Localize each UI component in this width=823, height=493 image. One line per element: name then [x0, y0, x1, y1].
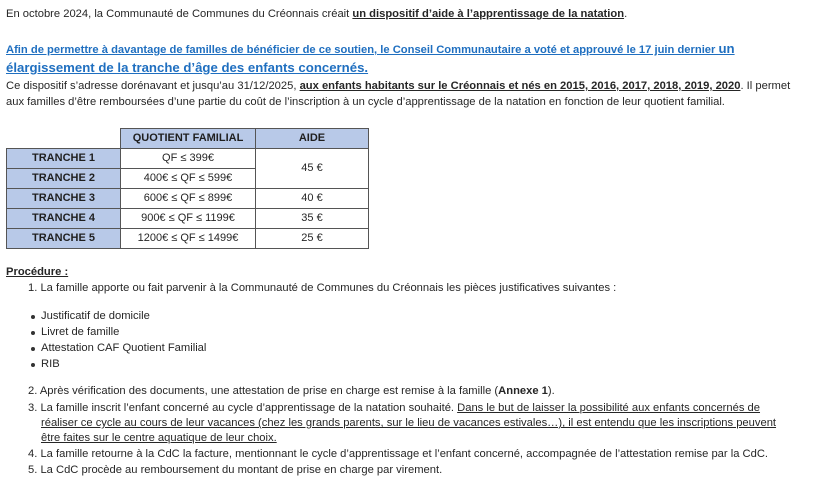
qf-range: QF ≤ 399€ [121, 149, 256, 169]
step-2 [28, 384, 555, 399]
bullet-icon [31, 363, 35, 367]
bullet-icon [31, 331, 35, 335]
bullet-icon [31, 347, 35, 351]
intro-paragraph [6, 7, 627, 22]
step-5 [28, 463, 442, 478]
step-number: 3. [28, 402, 38, 414]
qf-range: 900€ ≤ QF ≤ 1199€ [121, 209, 256, 229]
table-header-row [7, 129, 369, 149]
list-item: RIB [41, 358, 60, 370]
list-item: Justificatif de domicile [41, 310, 150, 322]
intro-text: En octobre 2024, la Communauté de Communes du Créonnais créait [6, 8, 353, 20]
step-number: 5. [28, 464, 38, 476]
step-text-underlined: Dans le but de laisser la possibilité aux enfants concernés de [457, 402, 761, 414]
step-text: La famille apporte ou fait parvenir à la Communauté de Communes du Créonnais les pièces justificatives suivantes : [40, 282, 617, 294]
dispositif-line-2 [6, 95, 725, 110]
step-3-line-2: réaliser ce cycle au cours de leur vacances (chez les grands parents, sur le lieu de vacances estivales…), il est entendu que les inscriptions peuvent [41, 417, 777, 429]
step-3-line-3: être faites sur le centre aquatique de leur choix. [41, 432, 277, 444]
annexe-ref: Annexe 1 [498, 385, 548, 397]
step-number: 4. [28, 448, 38, 460]
dispositif-emphasis: aux enfants habitants sur le Créonnais et nés en 2015, 2016, 2017, 2018, 2019, 2020 [299, 80, 741, 92]
list-item: Livret de famille [41, 326, 120, 338]
table-row [7, 229, 369, 249]
step-3 [28, 401, 760, 416]
table-row [7, 149, 369, 169]
intro-period: . [624, 8, 628, 20]
step-4 [28, 447, 768, 462]
highlight-line-2 [6, 60, 368, 77]
step-1 [28, 281, 616, 296]
dispositif-text-2: aux familles d’être remboursées d’une partie du coût de l’inscription à un cycle d’apprentissage de la natation en fonction de leur quotient familial. [6, 96, 725, 108]
highlight-text: Afin de permettre à davantage de familles de bénéficier de ce soutien, le Conseil Communautaire a voté et approuvé le 17 juin dernier [6, 44, 719, 56]
dispositif-text: Ce dispositif s’adresse dorénavant et jusqu’au 31/12/2025, [6, 80, 300, 92]
table-row [7, 189, 369, 209]
step-text: La famille inscrit l’enfant concerné au cycle d’apprentissage de la natation souhaité. [40, 402, 458, 414]
aid-table [6, 128, 369, 249]
step-number: 2. [28, 385, 38, 397]
tranche-label: TRANCHE 5 [7, 229, 121, 249]
aide-value: 35 € [256, 209, 369, 229]
header-quotient: QUOTIENT FAMILIAL [121, 129, 256, 149]
highlight-emphasis: élargissement de la tranche d’âge des enfants concernés. [6, 60, 369, 75]
intro-emphasis: un dispositif d’aide à l’apprentissage de la natation [352, 8, 625, 20]
aide-value: 40 € [256, 189, 369, 209]
dispositif-line-1 [6, 79, 790, 94]
highlight-line-1 [6, 41, 735, 58]
qf-range: 400€ ≤ QF ≤ 599€ [121, 169, 256, 189]
table-row [7, 209, 369, 229]
step-text: La CdC procède au remboursement du montant de prise en charge par virement. [40, 464, 443, 476]
dispositif-text-end: . Il permet [740, 80, 791, 92]
header-aide: AIDE [256, 129, 369, 149]
bullet-icon [31, 315, 35, 319]
aide-value: 45 € [256, 149, 369, 189]
tranche-label: TRANCHE 3 [7, 189, 121, 209]
tranche-label: TRANCHE 1 [7, 149, 121, 169]
procedure-title: Procédure : [6, 266, 69, 278]
step-text: La famille retourne à la CdC la facture, mentionnant le cycle d’apprentissage et l’enfant concerné, accompagnée de l’attestation remise par la CdC. [40, 448, 769, 460]
tranche-label: TRANCHE 2 [7, 169, 121, 189]
step-number: 1. [28, 282, 38, 294]
step-text: Après vérification des documents, une attestation de prise en charge est remise à la famille ( [39, 385, 499, 397]
table-corner [7, 129, 121, 149]
list-item: Attestation CAF Quotient Familial [41, 342, 207, 354]
step-text-end: ). [547, 385, 555, 397]
tranche-label: TRANCHE 4 [7, 209, 121, 229]
aide-value: 25 € [256, 229, 369, 249]
qf-range: 600€ ≤ QF ≤ 899€ [121, 189, 256, 209]
qf-range: 1200€ ≤ QF ≤ 1499€ [121, 229, 256, 249]
highlight-emphasis-start: un [718, 41, 735, 56]
